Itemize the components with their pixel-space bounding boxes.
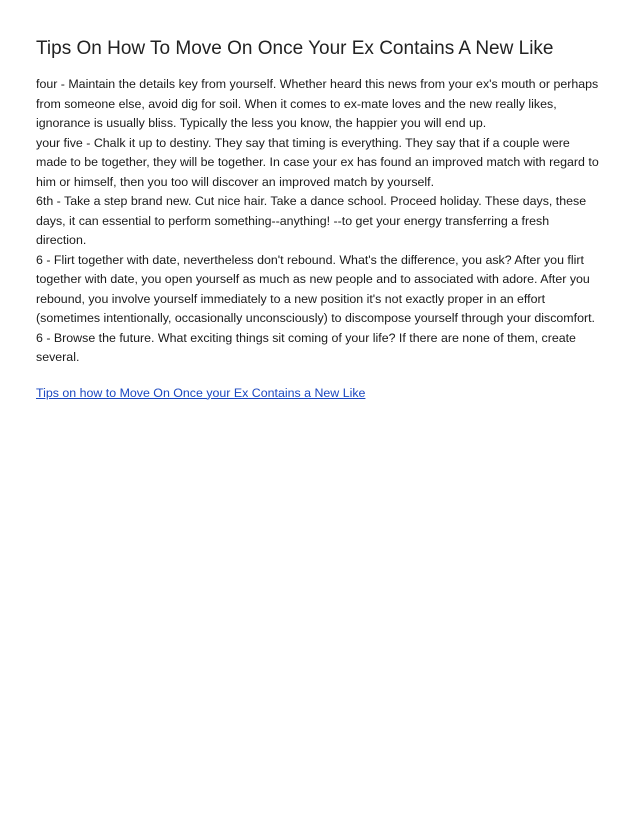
- article-link[interactable]: Tips on how to Move On Once your Ex Contains a New Like: [36, 385, 366, 400]
- document-page: [36, 36, 602, 403]
- document-body: [36, 75, 602, 368]
- paragraph-tip-four: four - Maintain the details key from yourself. Whether heard this news from your ex's mouth or perhaps from someone else, avoid dig for soil. When it comes to ex-mate loves and the new really likes, ignorance is usually bliss. Typically the less you know, the happier you will end up.: [36, 77, 599, 130]
- document-title: Tips On How To Move On Once Your Ex Contains A New Like: [36, 38, 554, 59]
- paragraph-tip-six-a: 6th - Take a step brand new. Cut nice hair. Take a dance school. Proceed holiday. These days, these days, it can essential to perform something--anything! --to get your energy transferring a fresh direction.: [36, 194, 587, 247]
- paragraph-tip-six-b: 6 - Flirt together with date, nevertheless don't rebound. What's the difference, you ask? After you flirt together with date, you open yourself as much as new people and to associated with adore. After you rebound, you involve yourself immediately to a new position it's not exactly proper in an effort (sometimes intentionally, occasionally unconsciously) to discompose yourself through your discomfort.: [36, 252, 595, 325]
- link-container: [36, 384, 602, 404]
- paragraph-tip-six-c: 6 - Browse the future. What exciting things sit coming of your life? If there are none of them, create several.: [36, 330, 576, 364]
- paragraph-tip-five: your five - Chalk it up to destiny. They say that timing is everything. They say that if a couple were made to be together, they will be together. In case your ex has found an improved match with regard to him or himself, then you too will discover an improved match by yourself.: [36, 135, 599, 189]
